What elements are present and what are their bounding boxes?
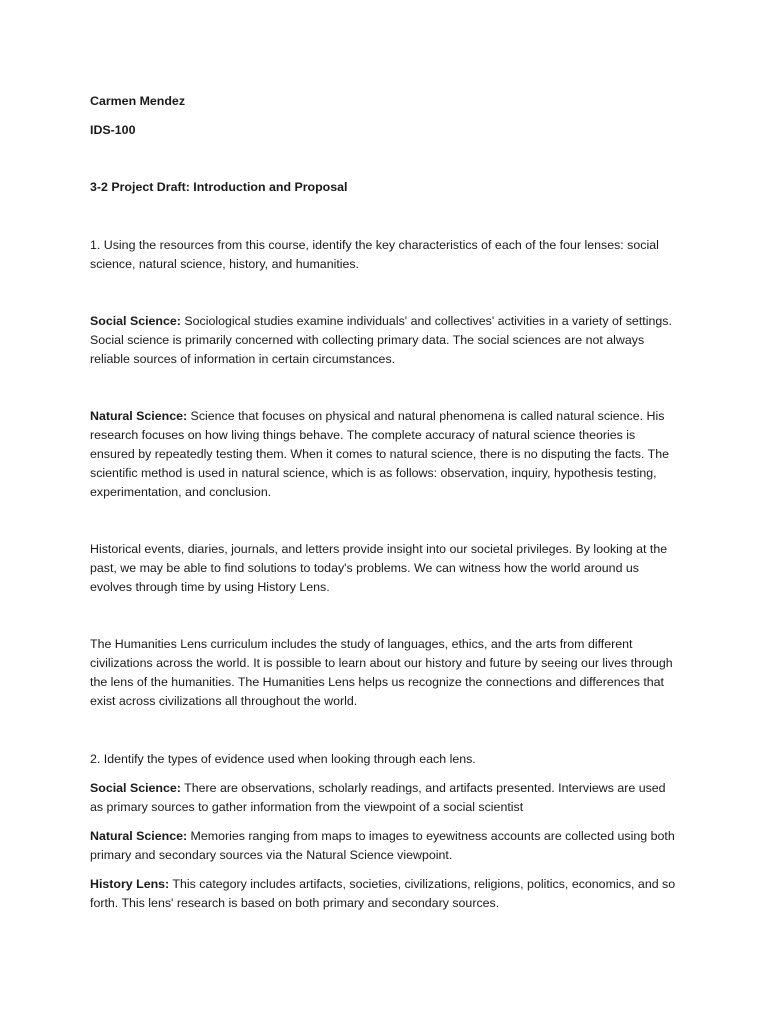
lens-natural-science-label: Natural Science: (90, 409, 188, 423)
document-title: 3-2 Project Draft: Introduction and Proposal (90, 180, 348, 194)
lens-social-science-label: Social Science: (90, 314, 181, 328)
evidence-natural-science-text: Memories ranging from maps to images to eyewitness accounts are collected using both primary and secondary sources via the Natural Science viewpoint. (90, 829, 675, 862)
question-2: 2. Identify the types of evidence used when looking through each lens. (90, 752, 476, 766)
lens-humanities-paragraph: The Humanities Lens curriculum includes the study of languages, ethics, and the arts from different civilizations across the world. It is possible to learn about our history and future by seeing our lives through the lens of the humanities. The Humanities Lens helps us recognize the connections and differences that exist across civilizations all throughout the world. (90, 637, 673, 708)
evidence-social-science-text: There are observations, scholarly readings, and artifacts presented. Interviews are used as primary sources to gather information from the viewpoint of a social scientist (90, 781, 666, 814)
evidence-social-science-paragraph (90, 779, 680, 817)
lens-natural-science-text: Science that focuses on physical and natural phenomena is called natural science. His research focuses on how living things behave. The complete accuracy of natural science theories is ensured by repeatedly testing them. When it comes to natural science, there is no disputing the facts. The scientific method is used in natural science, which is as follows: observation, inquiry, hypothesis testing, experimentation, and conclusion. (90, 409, 670, 499)
lens-social-science-paragraph (90, 312, 680, 369)
evidence-history-text: This category includes artifacts, societies, civilizations, religions, politics, economics, and so forth. This lens' research is based on both primary and secondary sources. (90, 877, 676, 910)
author-name: Carmen Mendez (90, 94, 186, 108)
lens-natural-science-paragraph (90, 407, 680, 502)
evidence-natural-science-paragraph (90, 827, 680, 865)
evidence-history-label: History Lens: (90, 877, 170, 891)
question-1: 1. Using the resources from this course, identify the key characteristics of each of the four lenses: social science, natural science, history, and humanities. (90, 238, 659, 271)
evidence-social-science-label: Social Science: (90, 781, 181, 795)
lens-history-paragraph: Historical events, diaries, journals, and letters provide insight into our societal privileges. By looking at the past, we may be able to find solutions to today's problems. We can witness how the world around us evolves through time by using History Lens. (90, 542, 668, 594)
evidence-history-paragraph (90, 875, 680, 913)
evidence-natural-science-label: Natural Science: (90, 829, 188, 843)
lens-social-science-text: Sociological studies examine individuals' and collectives' activities in a variety of settings. Social science is primarily concerned with collecting primary data. The social sciences are not always reliable sources of information in certain circumstances. (90, 314, 672, 366)
document-body (90, 92, 680, 913)
course-code: IDS-100 (90, 123, 136, 137)
